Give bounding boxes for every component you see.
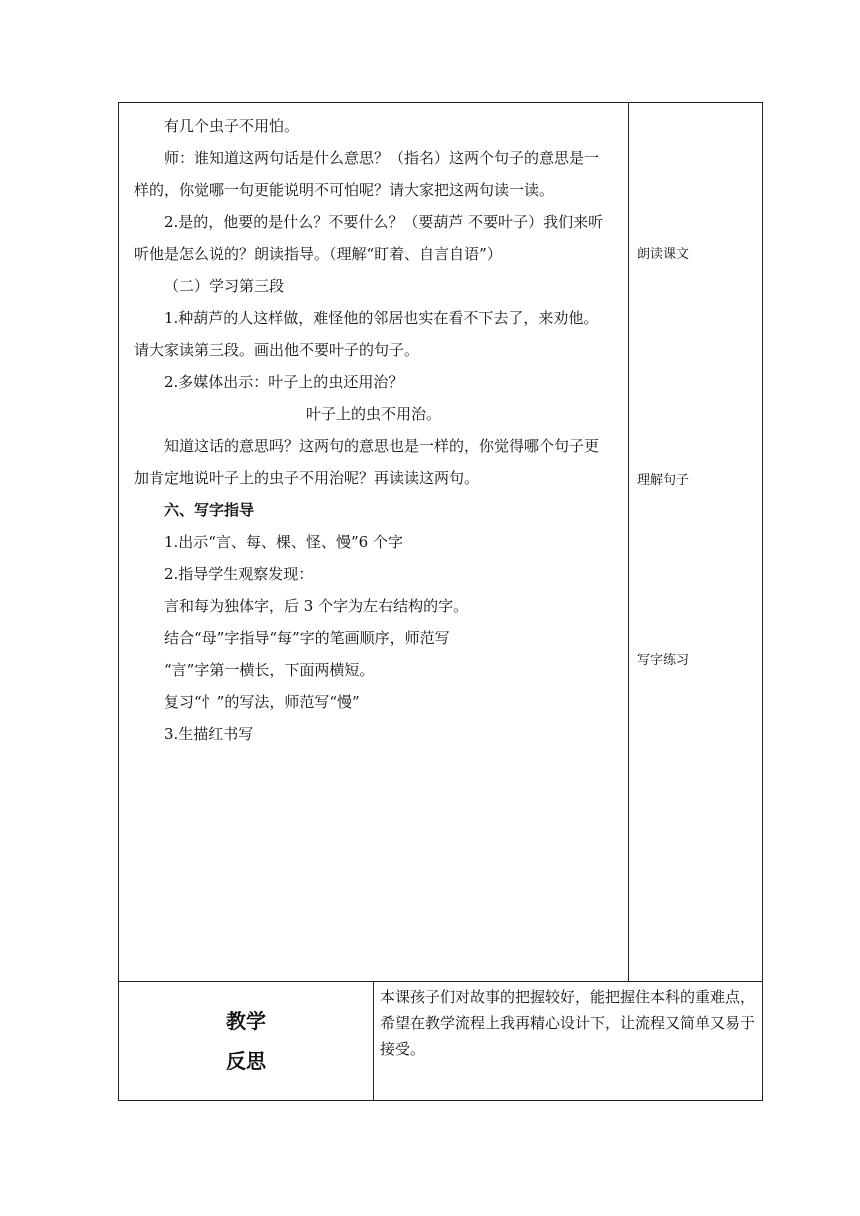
content-line: 2.多媒体出示：叶子上的虫还用治？ [164, 373, 404, 391]
lesson-plan-table [118, 102, 763, 1101]
reflection-label-cell [119, 982, 374, 1101]
side-note-sentence: 理解句子 [637, 473, 690, 488]
content-line: 知道这话的意思吗？这两句的意思也是一样的，你觉得哪个句子更加肯定地说叶子上的虫子不用治呢？再读读这两句。 [134, 437, 600, 487]
side-notes [629, 103, 762, 981]
content-line: 2.指导学生观察发现： [164, 565, 314, 583]
section-heading: 六、写字指导 [164, 501, 255, 519]
reflection-text: 本课孩子们对故事的把握较好，能把握住本科的重难点，希望在教学流程上我再精心设计下，让流程又简单又易于接受。 [380, 988, 756, 1058]
teaching-process-row [119, 103, 763, 982]
side-note-reading: 朗读课文 [637, 247, 690, 262]
content-line: “言”字第一横长，下面两横短。 [164, 661, 375, 679]
teaching-content-cell [119, 103, 629, 982]
content-line: 1.出示“言、每、棵、怪、慢”6 个字 [164, 533, 403, 551]
reflection-row [119, 982, 763, 1101]
content-line: 结合“母”字指导“每”字的笔画顺序，师范写 [164, 629, 450, 647]
reflection-content-cell [374, 982, 763, 1101]
reflection-label-line2: 反思 [226, 1049, 266, 1073]
content-line: 2.是的，他要的是什么？不要什么？（要葫芦 不要叶子）我们来听听他是怎么说的？朗读指导。（理解“盯着、自言自语”） [134, 213, 604, 263]
reflection-label-line1: 教学 [226, 1009, 266, 1033]
content-line: 1.种葫芦的人这样做，难怪他的邻居也实在看不下去了，来劝他。请大家读第三段。画出他不要叶子的句子。 [134, 309, 599, 359]
content-line: 叶子上的虫不用治。 [306, 405, 442, 423]
content-line: 师：谁知道这两句话是什么意思？（指名）这两个句子的意思是一样的，你觉哪一句更能说明不可怕呢？请大家把这两句读一读。 [134, 149, 600, 199]
content-line: 3.生描红书写 [164, 725, 254, 743]
content-line: 有几个虫子不用怕。 [164, 117, 300, 135]
side-note-writing: 写字练习 [637, 653, 690, 668]
teaching-content [119, 103, 628, 750]
section-heading: （二）学习第三段 [164, 277, 285, 295]
content-line: 言和每为独体字，后 3 个字为左右结构的字。 [164, 597, 469, 615]
content-line: 复习“忄”的写法，师范写“慢” [164, 693, 360, 711]
side-notes-cell [629, 103, 763, 982]
